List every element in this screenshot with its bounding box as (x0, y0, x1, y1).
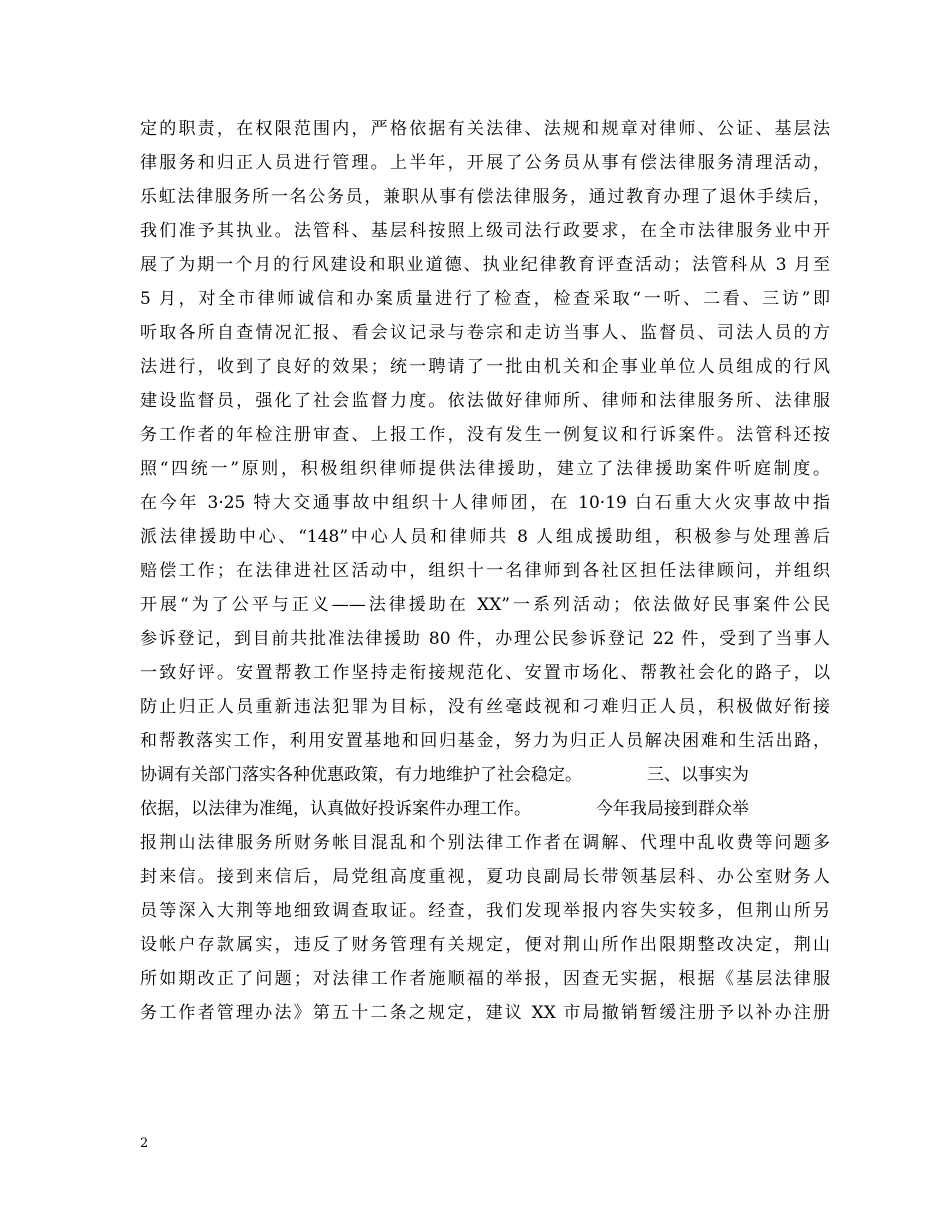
text-line: 和帮教落实工作，利用安置基地和回归基金，努力为归正人员解决困难和生活出路， (140, 731, 830, 751)
text-line: 员等深入大荆等地细致调查取证。经查，我们发现举报内容失实较多，但荆山所另 (140, 901, 830, 921)
text-line: 定的职责，在权限范围内，严格依据有关法律、法规和规章对律师、公证、基层法 (140, 119, 830, 139)
text-line: 报荆山法律服务所财务帐目混乱和个别法律工作者在调解、代理中乱收费等问题多 (140, 833, 830, 853)
text-line: 防止归正人员重新违法犯罪为目标，没有丝毫歧视和刁难归正人员，积极做好衔接 (140, 697, 830, 717)
text-line: 听取各所自查情况汇报、看会议记录与卷宗和走访当事人、监督员、司法人员的方 (140, 323, 830, 343)
text-line: 照“四统一”原则，积极组织律师提供法律援助，建立了法律援助案件听庭制度。 (140, 459, 830, 479)
text-line: 在今年 3·25 特大交通事故中组织十人律师团，在 10·19 白石重大火灾事故中指 (140, 493, 830, 513)
text-line: 展了为期一个月的行风建设和职业道德、执业纪律教育评查活动；法管科从 3 月至 (140, 255, 830, 275)
text-line: 5 月，对全市律师诚信和办案质量进行了检查，检查采取“一听、二看、三访”即 (140, 289, 830, 309)
text-line: 派法律援助中心、“148”中心人员和律师共 8 人组成援助组，积极参与处理善后 (140, 527, 830, 547)
text-line: 我们准予其执业。法管科、基层科按照上级司法行政要求，在全市法律服务业中开 (140, 221, 830, 241)
text-line: 律服务和归正人员进行管理。上半年，开展了公务员从事有偿法律服务清理活动， (140, 153, 830, 173)
text-line: 开展“为了公平与正义——法律援助在 XX”一系列活动；依法做好民事案件公民 (140, 595, 830, 615)
body-text (140, 112, 830, 1030)
page-number: 2 (140, 1136, 149, 1151)
text-line: 一致好评。安置帮教工作坚持走衔接规范化、安置市场化、帮教社会化的路子，以 (140, 663, 830, 683)
text-line: 建设监督员，强化了社会监督力度。依法做好律师所、律师和法律服务所、法律服 (140, 391, 830, 411)
text-line: 赔偿工作；在法律进社区活动中，组织十一名律师到各社区担任法律顾问，并组织 (140, 561, 830, 581)
text-line: 设帐户存款属实，违反了财务管理有关规定，便对荆山所作出限期整改决定，荆山 (140, 935, 830, 955)
text-line: 参诉登记，到目前共批准法律援助 80 件，办理公民参诉登记 22 件，受到了当事人 (140, 629, 830, 649)
text-line: 务工作者管理办法》第五十二条之规定，建议 XX 市局撤销暂缓注册予以补办注册 (140, 1003, 830, 1023)
text-line: 所如期改正了问题；对法律工作者施顺福的举报，因查无实据，根据《基层法律服 (140, 969, 830, 989)
text-line: 协调有关部门落实各种优惠政策，有力地维护了社会稳定。 三、以事实为 (140, 765, 749, 785)
text-line: 依据，以法律为准绳，认真做好投诉案件办理工作。 今年我局接到群众举 (140, 799, 749, 819)
text-line: 务工作者的年检注册审查、上报工作，没有发生一例复议和行诉案件。法管科还按 (140, 425, 830, 445)
text-line: 乐虹法律服务所一名公务员，兼职从事有偿法律服务，通过教育办理了退休手续后， (140, 187, 830, 207)
text-line: 法进行，收到了良好的效果；统一聘请了一批由机关和企事业单位人员组成的行风 (140, 357, 830, 377)
text-line: 封来信。接到来信后，局党组高度重视，夏功良副局长带领基层科、办公室财务人 (140, 867, 830, 887)
